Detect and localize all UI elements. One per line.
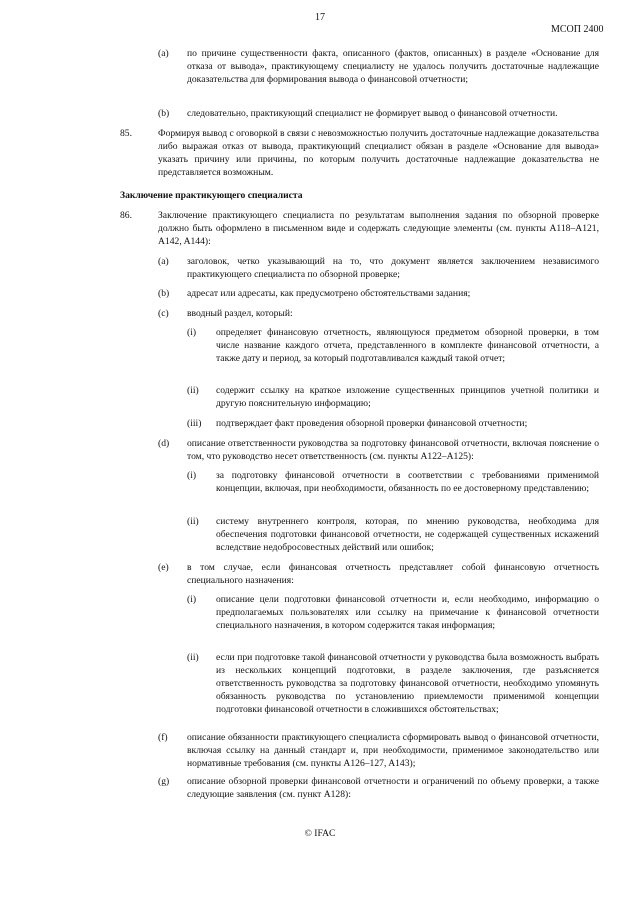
item-text: описание ответственности руководства за подготовку финансовой отчетности, включая пояснение о том, что руководство несет ответственность (см. пункты A122–A125):	[187, 438, 599, 462]
item-label: (g)	[158, 776, 170, 787]
paragraph-text: Формируя вывод с оговоркой в связи с невозможностью получить достаточные надлежащие доказательства либо выражая отказ от вывода, практикующий специалист обязан в разделе «Основание для вывода» указать причину или причины, по которым получить достаточные надлежащие доказательства не представляется возможным.	[158, 128, 599, 178]
item-text: заголовок, четко указывающий на то, что документ является заключением независимого практикующего специалиста по обзорной проверке;	[187, 256, 599, 280]
sub-list-item	[0, 470, 640, 510]
item-label: (i)	[187, 470, 197, 481]
item-label: (b)	[158, 108, 170, 119]
item-label: (ii)	[187, 652, 199, 663]
list-item	[0, 256, 640, 284]
sub-list-item	[0, 516, 640, 556]
item-text: систему внутреннего контроля, которая, по мнению руководства, необходима для обеспечения подготовки финансовой отчетности, не содержащей существенных искажений вследствие недобросовестных действий или ошибок;	[216, 516, 599, 553]
item-text: вводный раздел, который:	[187, 308, 293, 319]
item-text: описание обязанности практикующего специалиста сформировать вывод о финансовой отчетности, включая ссылку на данный стандарт и, при необходимости, применимое законодательство или нормативные требования (см. пункты A126–127, A143);	[187, 732, 599, 769]
paragraph-number: 86.	[120, 210, 132, 221]
sub-list-item	[0, 594, 640, 648]
list-item	[0, 108, 640, 122]
item-label: (d)	[158, 438, 170, 449]
list-item	[0, 732, 640, 772]
item-text: за подготовку финансовой отчетности в соответствии с требованиями применимой концепции, включая, при необходимости, обязанность по ее достоверному представлению;	[216, 470, 599, 494]
item-label: (iii)	[187, 418, 202, 429]
list-item	[0, 562, 640, 590]
item-label: (ii)	[187, 516, 199, 527]
item-label: (b)	[158, 288, 170, 299]
item-text: если при подготовке такой финансовой отчетности у руководства была возможность выбрать из нескольких концепций подготовки, в разделе заключения, где разъясняется ответственность руководства за подготовку финансовой отчетности, необходимо упомянуть обязанность руководства по установлению приемлемости применимой концепции подготовки финансовой отчетности в сложившихся обстоятельствах;	[216, 652, 599, 715]
item-label: (f)	[158, 732, 168, 743]
item-text: содержит ссылку на краткое изложение существенных принципов учетной политики и другую пояснительную информацию;	[216, 385, 599, 409]
item-text: в том случае, если финансовая отчетность представляет собой финансовую отчетность специального назначения:	[187, 562, 599, 586]
item-label: (e)	[158, 562, 169, 573]
paragraph-number: 85.	[120, 128, 132, 139]
paragraph	[0, 128, 640, 182]
list-item	[0, 48, 640, 100]
paragraph-text: Заключение практикующего специалиста по результатам выполнения задания по обзорной проверке должно быть оформлено в письменном виде и содержать следующие элементы (см. пункты A118–A121, A142, A144):	[158, 210, 599, 247]
item-text: подтверждает факт проведения обзорной проверки финансовой отчетности;	[216, 418, 528, 429]
section-heading: Заключение практикующего специалиста	[120, 190, 303, 201]
item-text: описание обзорной проверки финансовой отчетности и ограничений по объему проверки, а также следующие заявления (см. пункт A128):	[187, 776, 599, 800]
item-text: описание цели подготовки финансовой отчетности и, если необходимо, информацию о предполагаемых пользователях или ссылку на примечание к финансовой отчетности специального назначения, в котором содержится такая информация;	[216, 594, 599, 631]
list-item	[0, 288, 640, 302]
sub-list-item	[0, 327, 640, 381]
item-text: определяет финансовую отчетность, являющуюся предметом обзорной проверки, в том числе название каждого отчета, представленного в комплекте финансовой отчетности, а также дату и период, за который подготавливался каждый такой отчет;	[216, 327, 599, 364]
item-text: следовательно, практикующий специалист не формирует вывод о финансовой отчетности.	[187, 108, 558, 119]
page-number: 17	[315, 12, 325, 23]
item-text: адресат или адресаты, как предусмотрено обстоятельствами задания;	[187, 288, 471, 299]
list-item	[0, 776, 640, 804]
sub-list-item	[0, 418, 640, 432]
item-label: (a)	[158, 256, 169, 267]
item-label: (a)	[158, 48, 169, 59]
item-label: (i)	[187, 327, 197, 338]
item-label: (ii)	[187, 385, 199, 396]
standard-code: МСОП 2400	[551, 24, 604, 35]
copyright-footer: © IFAC	[304, 828, 336, 839]
item-text: по причине существенности факта, описанного (фактов, описанных) в разделе «Основание для отказа от вывода», практикующему специалисту не удалось получить достаточные надлежащие доказательства для формирования вывода о финансовой отчетности;	[187, 48, 599, 85]
sub-list-item	[0, 385, 640, 413]
list-item	[0, 308, 640, 322]
sub-list-item	[0, 652, 640, 732]
paragraph	[0, 210, 640, 250]
item-label: (i)	[187, 594, 197, 605]
item-label: (c)	[158, 308, 169, 319]
list-item	[0, 438, 640, 466]
